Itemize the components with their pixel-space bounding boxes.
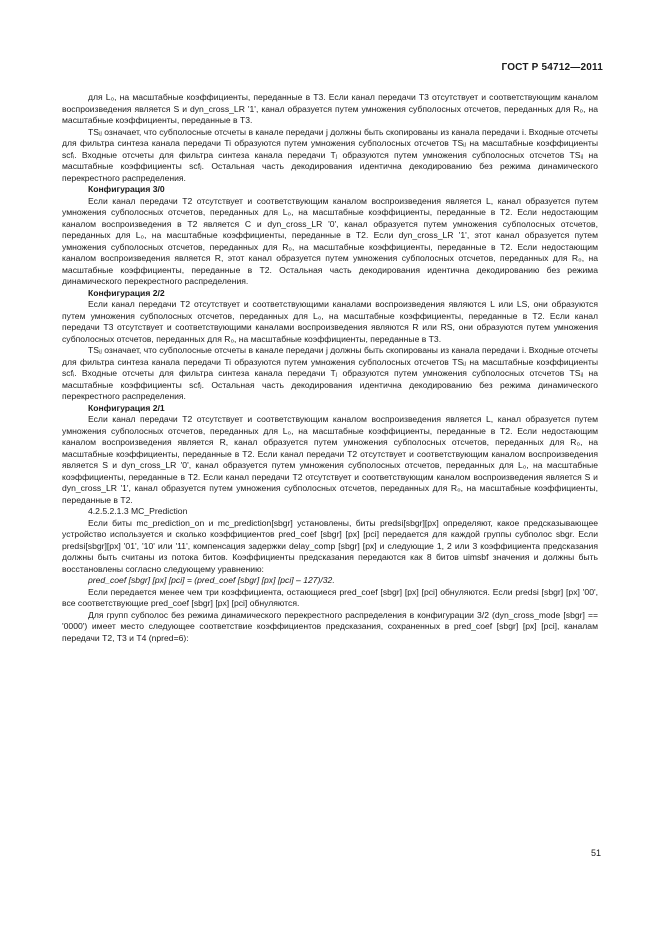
paragraph: Если канал передачи T2 отсутствует и соответствующим каналом воспроизведения является L, канал образуется путем умножения субполосных отсчетов, переданных для L₀, на масштабные коэффициенты, переданные в T2. Если недостающим каналом воспроизведения в T2 является C и dyn_cross_LR '0', канал образуется путем умножения субполосных отсчетов, переданных для L₀, на масштабные коэффициенты, переданные в T2. Если dyn_cross_LR '1', этот канал образуется путем умножения субполосных отсчетов, переданных для R₀, на масштабные коэффициенты, переданные в T2. Если недостающим каналом воспроизведения является R, этот канал образуется путем умножения субполосных отсчетов, переданных для R₀, на масштабные коэффициенты, переданные в T2. Остальная часть декодирования идентична декодированию без режима динамического перекрестного распределения. <box>62 195 598 286</box>
section-heading: Конфигурация 2/2 <box>88 287 165 298</box>
paragraph: Если передается менее чем три коэффициента, остающиеся pred_coef [sbgr] [px] [pci] обнуляются. Если predsi [sbgr] [px] '00', все соответствующие pred_coef [sbgr] [px] [pci] обнуляются. <box>62 586 598 608</box>
document-body <box>62 92 598 644</box>
paragraph: Если канал передачи T2 отсутствует и соответствующими каналами воспроизведения являются L или LS, они образуются путем умножения субполосных отсчетов, переданных для L₀, на масштабные коэффициенты, переданные в T2. Если канал передачи T3 отсутствует и соответствующими каналами воспроизведения являются R или RS, они образуются путем умножения субполосных отсчетов, переданных для R₀, на масштабные коэффициенты, переданные в T3. <box>62 299 598 344</box>
paragraph: Если биты mc_prediction_on и mc_prediction[sbgr] установлены, биты predsi[sbgr][px] определяют, какое предсказывающее устройство используется и сколько коэффициентов pred_coef [sbgr] [px] [pci] передается для каждой группы субполос sbgr. Если predsi[sbgr][px] '01', '10' или '11', компенсация задержки delay_comp [sbgr] [px] и следующие 1, 2 или 3 коэффициента предсказания должны быть считаны из потока битов. Коэффициенты предсказания передаются как 8 битов uimsbf значения и должны быть восстановлены согласно следующему уравнению: <box>62 517 598 574</box>
paragraph: Для групп субполос без режима динамического перекрестного распределения в конфигурации 3/2 (dyn_cross_mode [sbgr] == '0000') имеет место следующее соответствие коэффициентов предсказания, сохраненных в pred_coef [sbgr] [px] [pci], каналам передачи T2, T3 и T4 (npred=6): <box>62 609 598 643</box>
subsection-number: 4.2.5.2.1.3 MC_Prediction <box>88 506 188 516</box>
page-number: 51 <box>590 848 601 858</box>
standard-header: ГОСТ Р 54712—2011 <box>501 62 603 73</box>
paragraph: для L₀, на масштабные коэффициенты, переданные в T3. Если канал передачи T3 отсутствует и соответствующим каналом воспроизведения является S и dyn_cross_LR '1', канал образуется путем умножения субполосных отсчетов, переданных для R₀, на масштабные коэффициенты, переданные в T3. <box>62 92 598 125</box>
paragraph: Если канал передачи T2 отсутствует и соответствующим каналом воспроизведения является L, канал образуется путем умножения субполосных отсчетов, переданных для L₀, на масштабные коэффициенты, переданные в T2. Если недостающим каналом воспроизведения является R, канал образуется путем умножения субполосных отсчетов, переданных для R₀, на масштабные коэффициенты, переданные в T2. Если канал передачи T2 отсутствует и соответствующим каналом воспроизведения является S и dyn_cross_LR '0', канал образуется путем умножения субполосных отсчетов, переданных для L₀, на масштабные коэффициенты, переданные в T2. Если канал передачи T2 отсутствует и соответствующим каналом воспроизведения является S и dyn_cross_LR '1', канал образуется путем умножения субполосных отсчетов, переданных для R₀, на масштабные коэффициенты, переданные в T2. <box>62 414 598 505</box>
section-heading: Конфигурация 2/1 <box>88 402 165 413</box>
paragraph: TSᵢⱼ означает, что субполосные отсчеты в канале передачи j должны быть скопированы из канала передачи i. Входные отсчеты для фильтра синтеза канала передачи Ti образуются путем умножения субполосных отсчетов TSᵢⱼ на масштабные коэффициенты scfᵢ. Входные отсчеты для фильтра синтеза канала передачи Tⱼ образуются путем умножения субполосных отсчетов TSᵢⱼ на масштабные коэффициенты scfⱼ. Остальная часть декодирования идентична декодированию без режима динамического перекрестного распределения. <box>62 345 598 401</box>
section-heading: Конфигурация 3/0 <box>88 184 165 194</box>
paragraph: TSᵢⱼ означает, что субполосные отсчеты в канале передачи j должны быть скопированы из канала передачи i. Входные отсчеты для фильтра синтеза канала передачи Ti образуются путем умножения субполосных отсчетов TSᵢⱼ на масштабные коэффициенты scfᵢ. Входные отсчеты для фильтра синтеза канала передачи Tⱼ образуются путем умножения субполосных отсчетов TSᵢⱼ на масштабные коэффициенты scfⱼ. Остальная часть декодирования идентична декодированию без режима динамического перекрестного распределения. <box>62 126 598 183</box>
equation: pred_coef [sbgr] [px] [pci] = (pred_coef [sbgr] [px] [pci] – 127)/32. <box>88 575 335 585</box>
